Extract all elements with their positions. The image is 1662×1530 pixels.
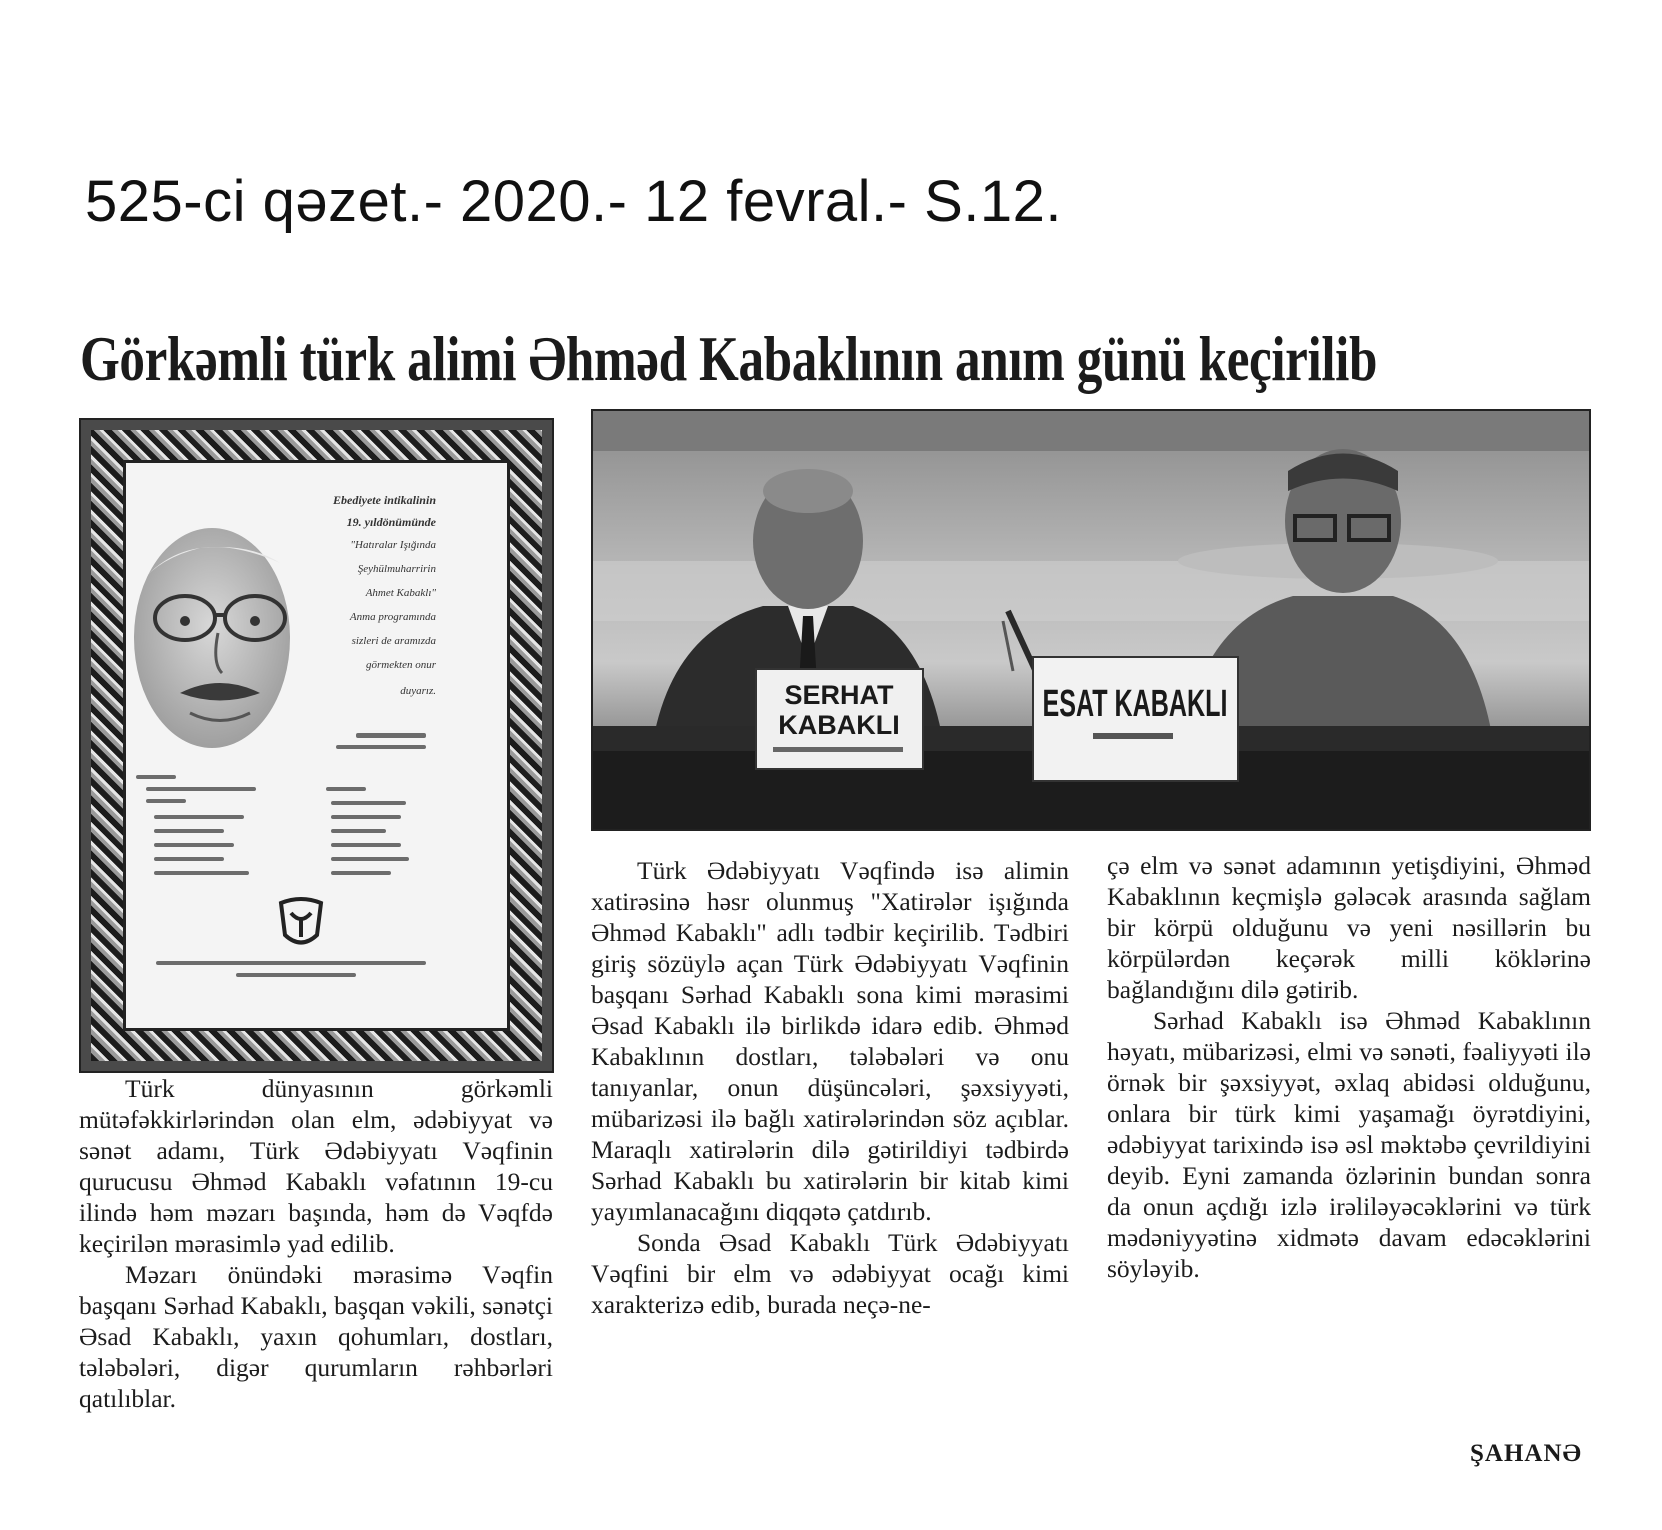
col2-paragraph-1: Türk Ədəbiyyatı Vəqfində isə alimin xatirəsinə həsr olunmuş "Xatirələr işığında Əhməd Kabaklı" adlı tədbir keçirilib. Tədbiri giriş sözüylə açan Türk Ədəbiyyatı Vəqfinin başqanı Sərhad Kabaklı sona kimi mərasimi Əsad Kabaklı ilə birlikdə idarə edib. Əhməd Kabaklının dostları, tələbələri və onu tanıyanlar, onun düşüncələri, şəxsiyyəti, mübarizəsi ilə bağlı xatirələrindən söz açıblar. Maraqlı xatirələrin dilə gətirildiyi tədbirdə Sərhad Kabaklı bu xatirələrin bir kitab kimi yayımlanacağını diqqətə çatdırıb.: [591, 856, 1069, 1226]
poster-content: [123, 460, 510, 1031]
article-author: ŞAHANƏ: [1470, 1440, 1582, 1467]
event-photo: [591, 409, 1591, 831]
poster-program-right-5: [331, 843, 401, 847]
poster-line-1: Ebediyete intikalinin: [332, 493, 436, 507]
poster-program-left-3: [154, 815, 244, 819]
col3-paragraph-2: Sərhad Kabaklı isə Əhməd Kabaklının həyatı, mübarizəsi, elmi və sənəti, fəaliyyəti ilə örnək bir şəxsiyyət, əxlaq abidəsi olduğunu, onlara bir türk kimi yaşamağı öyrətdiyini, ədəbiyyat tarixində isə əsl məktəbə çevrildiyini deyib. Eyni zamanda özlərinin bundan sonra da onun açdığı izlə irəliləyəcəklərini və türk mədəniyyətinə xidmətə davam edəcəklərini söyləyib.: [1107, 1006, 1591, 1283]
foundation-logo-icon: [271, 895, 331, 950]
poster-address: [156, 961, 426, 965]
poster-line-7: sizleri de aramızda: [351, 635, 436, 647]
poster-program-right-4: [331, 829, 386, 833]
article-column-1: [79, 1073, 553, 1414]
poster-line-6: Anma programında: [349, 611, 436, 623]
col2-paragraph-2: Sonda Əsad Kabaklı Türk Ədəbiyyatı Vəqfini bir elm və ədəbiyyat ocağı kimi xarakterizə edib, burada neçə-ne-: [591, 1228, 1069, 1319]
poster-program-left-7: [154, 871, 249, 875]
poster-program-heading: [136, 775, 176, 779]
poster-program-right-6: [331, 857, 409, 861]
poster-signature: [356, 733, 426, 738]
poster-program-left-6: [154, 857, 224, 861]
poster-line-3: "Hatıralar Işığında: [350, 539, 436, 551]
nameplate-serhat-line2: KABAKLI: [778, 710, 900, 740]
article-column-3: [1107, 850, 1591, 1284]
col1-paragraph-1: Türk dünyasının görkəmli mütəfəkkirlərindən olan elm, ədəbiyyat və sənət adamı, Türk Ədəbiyyatı Vəqfinin qurucusu Əhməd Kabaklı vəfatının 19-cu ilində həm məzarı başında, həm də Vəqfdə keçirilən mərasimlə yad edilib.: [79, 1074, 553, 1258]
poster-program-left-1: [146, 787, 256, 791]
poster-program-left-2: [146, 799, 186, 803]
poster-program-right-1: [326, 787, 366, 791]
poster-line-5: Ahmet Kabaklı": [365, 587, 436, 599]
poster-program-right-2: [331, 801, 406, 805]
nameplate-serhat-line1: SERHAT: [784, 680, 894, 710]
poster-line-2: 19. yıldönümünde: [346, 515, 436, 529]
event-photo-graphic: [593, 411, 1589, 829]
portrait-illustration: [130, 503, 300, 773]
article-headline: Görkəmli türk alimi Əhməd Kabaklının anım günü keçirilib: [80, 323, 1378, 394]
poster-line-9: duyarız.: [400, 685, 436, 697]
poster-program-left-5: [154, 843, 234, 847]
poster-program-right-3: [331, 815, 401, 819]
poster-website: [236, 973, 356, 977]
poster-line-4: Şeyhülmuharririn: [357, 563, 436, 575]
poster-line-8: görmekten onur: [366, 659, 436, 671]
poster-signature-title: [336, 745, 426, 749]
article-column-2: [591, 855, 1069, 1320]
col3-paragraph-1: çə elm və sənət adamının yetişdiyini, Əhməd Kabaklının keçmişlə gələcək arasında sağlam bir körpü olduğunu və yeni nəsillərin bu körpülərdən keçərək milli köklərinə bağlandığını dilə gətirib.: [1107, 851, 1591, 1004]
memorial-poster-image: [79, 418, 554, 1073]
poster-program-left-4: [154, 829, 224, 833]
poster-program-right-7: [331, 871, 391, 875]
col1-paragraph-2: Məzarı önündəki mərasimə Vəqfin başqanı Sərhad Kabaklı, başqan vəkili, sənətçi Əsad Kabaklı, yaxın qohumları, dostları, tələbələri, digər qurumların rəhbərləri qatılıblar.: [79, 1260, 553, 1413]
citation-line: 525-ci qəzet.- 2020.- 12 fevral.- S.12.: [85, 169, 1063, 234]
nameplate-esat: ESAT KABAKLI: [1042, 683, 1228, 725]
